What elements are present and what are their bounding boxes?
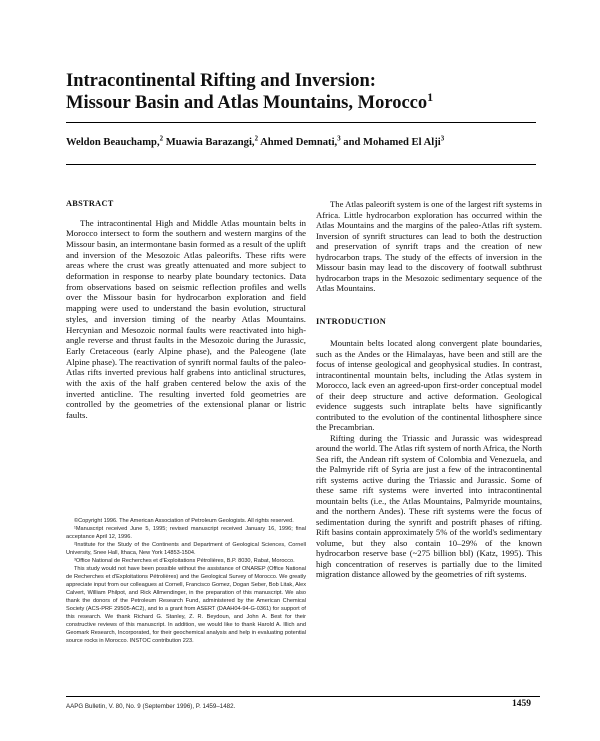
author-list xyxy=(66,137,536,148)
right-column xyxy=(316,199,542,580)
journal-citation: AAPG Bulletin, V. 80, No. 9 (September 1996), P. 1459–1482. xyxy=(66,703,236,710)
introduction-paragraph-2: Rifting during the Triassic and Jurassic was widespread around the world. The Atlas rift system of north Africa, the North Sea rift, the Andean rift system of Colombia and Venezuela, and the Palmyride rift of Syria are just a few of the intracontinental rift systems active during the Triassic and Jurassic. Some of these same rift systems were inverted into intracontinental mountain belts (i.e., the Atlas Mountains, Palmyride mountains, and the northern Andes). These rift systems were the focus of sedimentation during the synrift and postrift phases of rifting. Rift basins contain approximately 5% of the world's sedimentary volume, but they also contain 10–29% of the known hydrocarbon reserve base (~275 billion bbl) (Katz, 1995). This high concentration of reserves is partially due to the limited migration distance allowed by the geometries of rift systems. xyxy=(316,432,542,579)
footer-rule xyxy=(66,696,540,697)
author-4: and Mohamed El Alji xyxy=(340,137,441,148)
author-2: Muawia Barazangi, xyxy=(163,137,255,148)
author-4-mark: 3 xyxy=(440,135,445,143)
article-title xyxy=(66,70,536,114)
author-3: Ahmed Demnati, xyxy=(258,137,338,148)
introduction-paragraph-1: Mountain belts located along convergent plate boundaries, such as the Andes or the Himalayas, have been and still are the focus of intense geological and geophysical studies. In contrast, intracontinental mountain belts, including the Atlas system in Morocco, lack even an agreed-upon first-order conceptual model of their deep structure and active deformation. Geological evidence suggests such intraplate belts have significantly contributed to the evolution of the continental lithosphere since the Precambrian. xyxy=(316,338,542,432)
page-number: 1459 xyxy=(512,699,531,709)
intro-paragraph: The Atlas paleorift system is one of the largest rift systems in Africa. Little hydrocarbon exploration has occurred within the Atlas Mountains and the margins of the paleo-Atlas rift system. Inversion of synrift structures can lead to both the destruction and preservation of synrift traps and the creation of new hydrocarbon traps. The study of the effects of inversion in the Missour basin may lead to the discovery of footwall subthrust hydrocarbon traps in the Mesozoic sedimentary sequence of the Atlas Mountains. xyxy=(316,199,542,293)
abstract-section xyxy=(66,199,306,421)
footnote-acknowledgments: This study would not have been possible without the assistance of ONAREP (Office National de Recherches et d'Exploitations Pétrolières) and the Geological Survey of Morocco. We greatly appreciate input from our colleagues at Cornell, Francisco Gomez, Dogan Seber, Bob Litak, Alex Calvert, William Philpot, and Rick Allmendinger, in the preparation of this manuscript. We also thank the donors of the Petroleum Research Fund, administered by the American Chemical Society (ACS-PRF 29505-AC2), and to a grant from ASERT (DAAH04-94-G-0361) for support of this research. We thank Richard G. Stanley, Z. R. Beydoun, and John A. Best for their constructive reviews of this manuscript. In addition, we would like to thank Harold A. Illich and Geomark Research, Incorporated, for their geochemical analysis and help in evaluating potential source rocks in Morocco. INSTOC contribution 223. xyxy=(66,566,306,644)
authors-rule xyxy=(66,164,536,165)
author-1-mark: 2 xyxy=(159,135,164,143)
title-line-2 xyxy=(66,89,536,114)
title-line-1: Intracontinental Rifting and Inversion: xyxy=(66,71,376,91)
footnote-manuscript: ¹Manuscript received June 5, 1995; revised manuscript received January 16, 1996; final acceptance April 12, 1996. xyxy=(66,526,306,540)
footnote-onarep: ³Office National de Recherches et d'Exploitations Pétrolières, B.P. 8030, Rabat, Morocco. xyxy=(74,558,295,564)
footnote-cornell: ²Institute for the Study of the Continents and Department of Geological Sciences, Cornell University, Snee Hall, Ithaca, New York 14853-1504. xyxy=(66,542,306,556)
introduction-heading: INTRODUCTION xyxy=(316,316,386,326)
footnotes xyxy=(66,517,306,645)
title-line-2-text: Missour Basin and Atlas Mountains, Morocco xyxy=(66,93,428,113)
abstract-heading: ABSTRACT xyxy=(66,199,114,208)
title-rule xyxy=(66,122,536,123)
abstract-text: The intracontinental High and Middle Atlas mountain belts in Morocco intersect to form the southern and western margins of the Missour basin, an intermontane basin formed as a result of the uplift and inversion of the Mesozoic Atlas paleorifts. These rifts were areas where the crust was greatly attenuated and more subject to deformation in response to nearby plate boundary tectonics. Data from observations based on seismic reflection profiles and wells over the Missour basin for hydrocarbon exploration and field mapping were used to understand the basin evolution, structural styles, and inversion timing of the nearby Atlas Mountains. Hercynian and Mesozoic normal faults were reactivated into high-angle reverse and thrust faults in the Mesozoic during the Jurassic, Early Cretaceous (early Alpine phase), and the Paleogene (late Alpine phase). The reactivation of synrift normal faults of the paleo-Atlas rifts inverted previous half grabens into anticlinal structures, with the axis of the half graben centered below the axis of the inverted anticline. The resulting inverted fold geometries are controlled by the geometries of the extensional planar or listric faults. xyxy=(66,217,306,421)
author-2-mark: 2 xyxy=(254,135,259,143)
footnote-copyright: ©Copyright 1996. The American Association of Petroleum Geologists. All rights reserved. xyxy=(74,518,294,524)
title-footnote-mark: 1 xyxy=(427,89,434,104)
author-1: Weldon Beauchamp, xyxy=(66,137,160,148)
author-3-mark: 3 xyxy=(337,135,341,143)
